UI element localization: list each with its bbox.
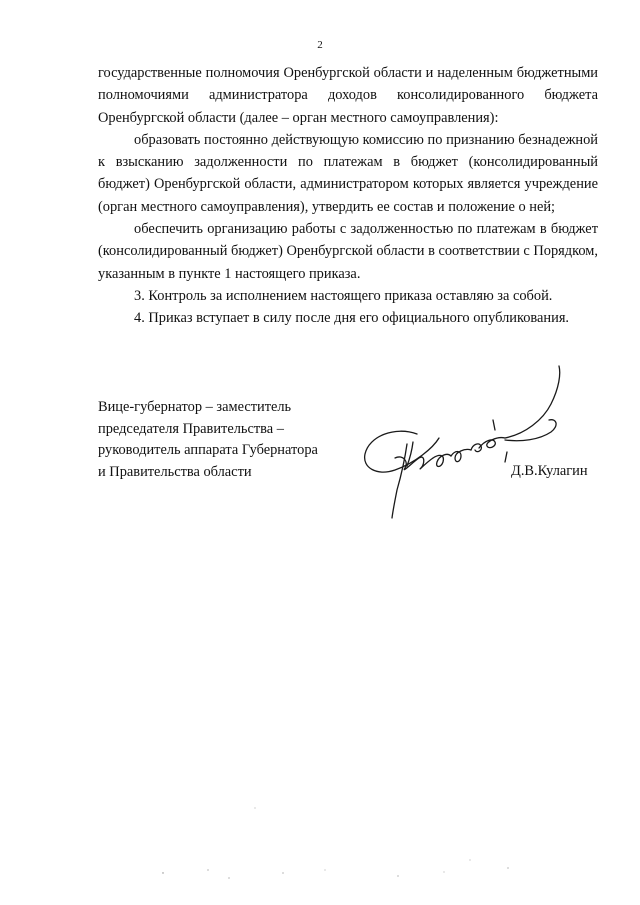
- order-body: [98, 62, 598, 330]
- text-line: бюджетными полномочиями администратора доходов консолидированного: [98, 65, 599, 104]
- text-line: 3. Контроль за исполнением настоящего приказа оставляю за собой.: [134, 287, 553, 304]
- signer-title-line: руководитель аппарата Губернатора: [98, 442, 318, 458]
- paragraph-item-3: [98, 285, 598, 307]
- signer-name: Д.В.Кулагин: [511, 463, 588, 479]
- signer-title-line: председателя Правительства –: [98, 420, 284, 437]
- text-line: которых является учреждение (орган местного самоуправления), утвердить ее: [98, 176, 598, 215]
- text-line: с Порядком, указанным в пункте 1 настоящего приказа.: [98, 243, 598, 282]
- text-line: состав и положение о ней;: [393, 198, 556, 215]
- paragraph-commission: [98, 129, 598, 218]
- paragraph-authorities: [98, 62, 598, 129]
- text-line: безнадежной к взысканию задолженности по платежам в бюджет: [98, 131, 598, 171]
- text-line: обеспечить организацию работы с задолженностью по платежам в: [134, 221, 547, 238]
- signer-title: [98, 397, 358, 483]
- text-line: государственные полномочия Оренбургской области и наделенным: [98, 65, 513, 81]
- signer-title-line: и Правительства области: [98, 463, 252, 480]
- text-line: бюджет (консолидированный бюджет) Оренбургской области в соответствии: [98, 221, 598, 260]
- text-line: образовать постоянно действующую комиссию по признанию: [134, 131, 515, 148]
- text-line: (консолидированный бюджет) Оренбургской области, администратором: [98, 154, 598, 193]
- text-line: бюджета Оренбургской области (далее – орган местного самоуправления):: [98, 87, 598, 126]
- handwritten-signature: [355, 358, 585, 528]
- text-line: 4. Приказ вступает в силу после дня его официального опубликования.: [134, 310, 570, 327]
- paragraph-item-4: [98, 307, 598, 329]
- signer-title-line: Вице-губернатор – заместитель: [98, 399, 292, 415]
- paragraph-debt-work: [98, 218, 598, 285]
- page-number: 2: [317, 39, 323, 51]
